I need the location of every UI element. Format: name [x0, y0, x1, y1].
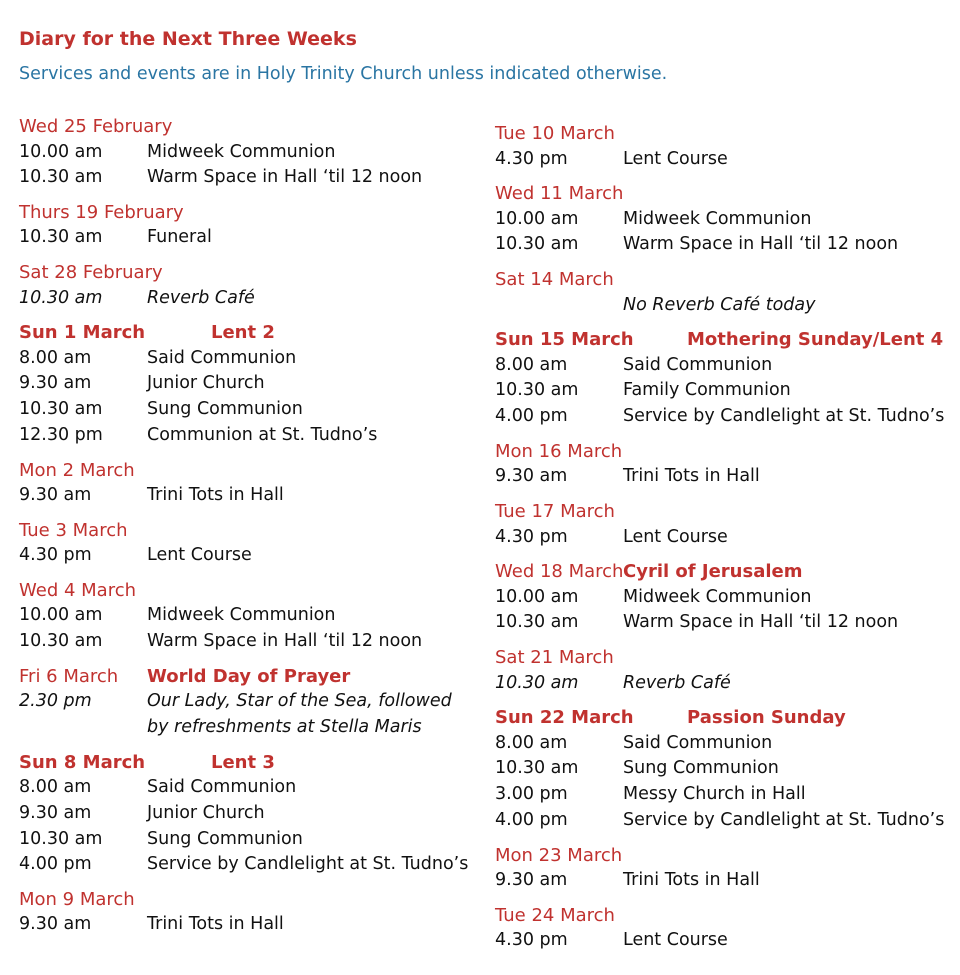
event-row [19, 543, 479, 569]
event-time: 10.30 am [19, 828, 103, 849]
day-date: Wed 18 March [495, 561, 624, 583]
event-row [495, 378, 955, 404]
event-time: 4.00 pm [495, 406, 568, 427]
day-date: Sat 14 March [495, 269, 614, 291]
event-time: 10.30 am [495, 612, 579, 633]
event-time: 9.30 am [495, 870, 568, 890]
event-time: 10.30 am [19, 167, 103, 188]
event-time: 10.30 am [19, 631, 103, 652]
day-heading [495, 645, 955, 671]
event-description: Warm Space in Hall ‘til 12 noon [147, 631, 423, 652]
diary-left-column [19, 114, 479, 947]
day-observance: Mothering Sunday/Lent 4 [687, 329, 944, 351]
diary-day [19, 578, 479, 655]
event-row [19, 852, 479, 878]
event-row [495, 207, 955, 233]
event-row [19, 775, 479, 801]
day-date: Sun 8 March [19, 751, 146, 773]
day-date: Tue 10 March [495, 123, 615, 144]
event-description: Sung Communion [623, 758, 779, 779]
event-row [495, 293, 955, 319]
event-time: 10.30 am [19, 287, 103, 308]
event-description: Family Communion [623, 380, 791, 401]
day-heading [19, 200, 479, 226]
event-description: Warm Space in Hall ‘til 12 noon [623, 612, 899, 633]
event-time: 4.30 pm [495, 148, 568, 169]
event-time: 8.00 am [19, 347, 92, 368]
day-date: Wed 4 March [19, 579, 137, 601]
event-row [495, 868, 955, 894]
diary-day [495, 327, 955, 430]
diary-day [19, 114, 479, 191]
event-time: 10.00 am [495, 586, 579, 607]
diary-day [19, 260, 479, 311]
event-description: Warm Space in Hall ‘til 12 noon [623, 234, 899, 255]
day-heading [495, 327, 955, 353]
day-date: Sun 22 March [495, 707, 634, 729]
day-date: Fri 6 March [19, 665, 119, 687]
event-description: Lent Course [623, 930, 728, 951]
diary-day [495, 499, 955, 550]
event-time: 9.30 am [19, 914, 92, 935]
diary-day [19, 320, 479, 448]
event-description: Messy Church in Hall [623, 784, 806, 805]
event-row [19, 603, 479, 629]
event-row [19, 801, 479, 827]
event-description: Trini Tots in Hall [147, 485, 284, 505]
event-time: 3.00 pm [495, 784, 568, 805]
day-date: Sun 15 March [495, 329, 634, 351]
event-time: 2.30 pm [19, 691, 92, 712]
diary-day [495, 843, 955, 894]
event-time: 4.30 pm [495, 526, 568, 547]
diary-day [19, 750, 479, 878]
day-observance: Lent 2 [211, 322, 275, 344]
event-description: Midweek Communion [623, 586, 812, 607]
day-heading [19, 578, 479, 604]
diary-day [495, 121, 955, 172]
day-heading [19, 518, 479, 544]
event-row [19, 423, 479, 449]
diary-right-column [495, 121, 955, 963]
event-description: Service by Candlelight at St. Tudno’s [623, 406, 945, 427]
day-observance: Cyril of Jerusalem [623, 561, 803, 583]
diary-day [495, 439, 955, 490]
event-time: 10.30 am [19, 399, 103, 420]
day-heading [495, 559, 955, 585]
diary-day [19, 518, 479, 569]
event-description: Funeral [147, 227, 212, 248]
event-row [19, 912, 479, 938]
event-time: 8.00 am [495, 732, 568, 753]
event-time: 4.00 pm [19, 854, 92, 875]
day-heading [19, 664, 479, 690]
day-date: Mon 16 March [495, 440, 623, 462]
event-row [495, 808, 955, 834]
day-heading [19, 458, 479, 484]
day-date: Sat 21 March [495, 647, 614, 669]
event-time: 10.00 am [19, 141, 103, 162]
page-subtitle: Services and events are in Holy Trinity Church unless indicated otherwise. [19, 64, 668, 84]
event-description: Trini Tots in Hall [623, 466, 760, 487]
event-time: 12.30 pm [19, 424, 103, 445]
event-description: Lent Course [623, 526, 728, 547]
event-time: 9.30 am [495, 466, 568, 487]
diary-day [495, 903, 955, 954]
event-time: 8.00 am [495, 354, 568, 375]
day-heading [495, 267, 955, 293]
event-row [19, 483, 479, 509]
day-date: Mon 9 March [19, 888, 135, 910]
event-description: Said Communion [147, 777, 297, 798]
diary-day [495, 705, 955, 833]
event-row [19, 397, 479, 423]
day-date: Tue 17 March [495, 501, 615, 522]
event-row [495, 731, 955, 757]
page-title: Diary for the Next Three Weeks [19, 28, 357, 50]
diary-day [495, 645, 955, 696]
day-date: Tue 3 March [19, 519, 128, 541]
event-description: Midweek Communion [623, 208, 812, 229]
event-time: 8.00 am [19, 777, 92, 798]
day-date: Wed 11 March [495, 183, 624, 205]
event-row [19, 629, 479, 655]
event-description: Trini Tots in Hall [147, 914, 284, 935]
event-time: 10.30 am [495, 234, 579, 255]
event-row [495, 928, 955, 954]
event-time: 9.30 am [19, 485, 92, 505]
event-time: 10.30 am [19, 227, 103, 248]
event-row [19, 371, 479, 397]
event-time: 4.30 pm [19, 545, 92, 566]
day-heading [19, 114, 479, 140]
event-row [495, 671, 955, 697]
event-row [495, 782, 955, 808]
day-heading [19, 260, 479, 286]
diary-day [495, 181, 955, 258]
event-row [19, 827, 479, 853]
event-description: Midweek Communion [147, 605, 336, 626]
event-description: Communion at St. Tudno’s [147, 424, 378, 445]
day-heading [495, 903, 955, 929]
day-heading [19, 750, 479, 776]
event-time: 10.30 am [495, 380, 579, 401]
event-time: 9.30 am [19, 802, 92, 823]
event-row [19, 225, 479, 251]
event-row [495, 353, 955, 379]
day-heading [19, 320, 479, 346]
diary-day [495, 559, 955, 636]
event-description: Said Communion [147, 347, 297, 368]
event-row [495, 585, 955, 611]
event-row [495, 756, 955, 782]
diary-day [19, 200, 479, 251]
event-description: Reverb Café [147, 287, 255, 308]
day-date: Tue 24 March [495, 904, 615, 926]
day-heading [495, 843, 955, 869]
event-row [19, 286, 479, 312]
event-row [495, 464, 955, 490]
day-heading [19, 887, 479, 913]
day-date: Sun 1 March [19, 322, 146, 344]
event-time: 10.00 am [19, 605, 103, 626]
event-row [495, 404, 955, 430]
day-heading [495, 181, 955, 207]
event-description: Junior Church [147, 373, 265, 394]
event-description: No Reverb Café today [623, 294, 816, 315]
event-time: 10.30 am [495, 758, 579, 779]
day-date: Sat 28 February [19, 262, 163, 284]
diary-day [19, 458, 479, 509]
event-description: Said Communion [623, 354, 773, 375]
event-time: 10.30 am [495, 672, 579, 693]
event-description: Midweek Communion [147, 141, 336, 162]
event-description: Lent Course [623, 148, 728, 169]
event-row [19, 165, 479, 191]
event-description: Said Communion [623, 732, 773, 753]
event-row [19, 346, 479, 372]
day-date: Mon 23 March [495, 844, 623, 866]
day-heading [495, 499, 955, 525]
day-heading [495, 705, 955, 731]
event-description: Service by Candlelight at St. Tudno’s [147, 854, 469, 875]
event-row [495, 147, 955, 173]
event-row [495, 232, 955, 258]
diary-day [19, 664, 479, 741]
event-description: Lent Course [147, 545, 252, 566]
event-row [495, 610, 955, 636]
day-heading [495, 121, 955, 147]
day-observance: Passion Sunday [687, 707, 846, 729]
diary-day [19, 887, 479, 938]
event-description: Our Lady, Star of the Sea, followed by refreshments at Stella Maris [147, 691, 452, 737]
event-description: Warm Space in Hall ‘til 12 noon [147, 167, 423, 188]
day-observance: Lent 3 [211, 751, 275, 773]
day-heading [495, 439, 955, 465]
event-description: Trini Tots in Hall [623, 870, 760, 890]
day-date: Thurs 19 February [19, 201, 184, 223]
event-time: 4.00 pm [495, 809, 568, 830]
event-description: Reverb Café [623, 672, 731, 693]
event-row [495, 525, 955, 551]
event-description: Service by Candlelight at St. Tudno’s [623, 809, 945, 830]
event-time: 9.30 am [19, 373, 92, 394]
event-time: 10.00 am [495, 208, 579, 229]
event-description: Junior Church [147, 802, 265, 823]
diary-day [495, 267, 955, 318]
event-description: Sung Communion [147, 399, 303, 420]
day-date: Mon 2 March [19, 459, 135, 481]
event-row [19, 140, 479, 166]
event-row [19, 689, 479, 740]
event-time: 4.30 pm [495, 930, 568, 951]
day-date: Wed 25 February [19, 116, 173, 137]
event-description: Sung Communion [147, 828, 303, 849]
day-observance: World Day of Prayer [147, 665, 351, 687]
